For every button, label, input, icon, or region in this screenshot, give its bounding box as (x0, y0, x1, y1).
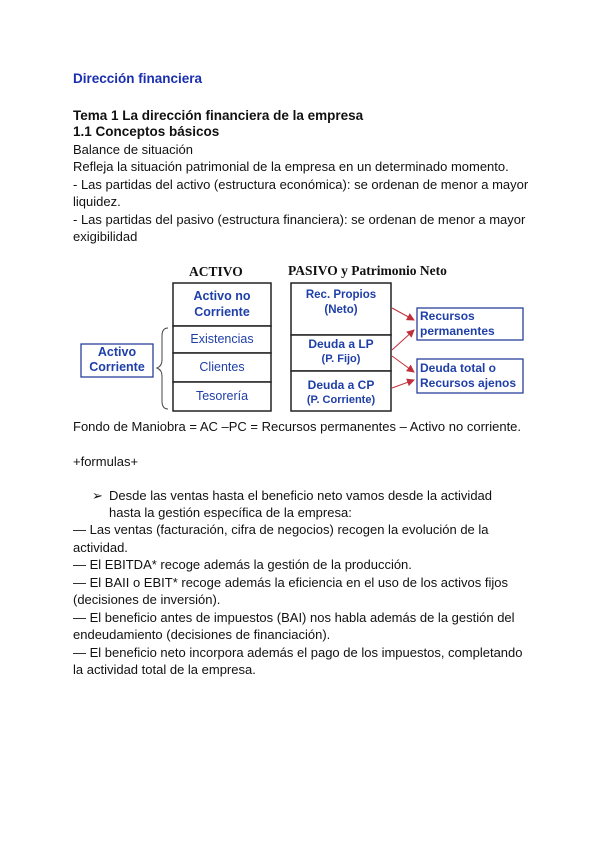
recursos-permanentes-line1: Recursos (420, 309, 475, 323)
bullet-item (92, 487, 512, 521)
line-beneficio-neto: — El beneficio neto incorpora además el pago de los impuestos, completando la actividad total de la empresa. (73, 644, 523, 677)
activo-no-corriente-line1: Activo no (193, 289, 251, 303)
deuda-total-box (420, 361, 524, 391)
recursos-permanentes-line2: permanentes (420, 324, 495, 338)
paragraph-pasivo: - Las partidas del pasivo (estructura financiera): se ordenan de menor a mayor exigibilidad (73, 212, 526, 244)
activo-corriente-line1: Activo (97, 345, 137, 359)
activo-corriente-line2: Corriente (89, 360, 145, 374)
deuda-cp-box (291, 378, 391, 408)
fondo-maniobra-formula: Fondo de Maniobra = AC –PC = Recursos permanentes – Activo no corriente. (73, 419, 522, 434)
deuda-lp-line2: (P. Fijo) (321, 353, 361, 365)
section-heading: 1.1 Conceptos básicos (73, 124, 220, 139)
arrow-bullet-icon: ➢ (92, 488, 103, 503)
formulas-tag: +formulas+ (73, 454, 139, 469)
deuda-total-line1: Deuda total o (420, 361, 497, 375)
tesoreria-box: Tesorería (195, 389, 249, 403)
activo-corriente-box (81, 345, 153, 375)
deuda-cp-line1: Deuda a CP (307, 378, 375, 392)
paragraph-activo: - Las partidas del activo (estructura económica): se ordenan de menor a mayor liquidez. (73, 177, 529, 209)
line-bai: — El beneficio antes de impuestos (BAI) nos habla además de la gestión del endeudamiento (decisiones de financiación). (73, 609, 515, 642)
pasivo-header: PASIVO y Patrimonio Neto (288, 263, 447, 278)
recursos-permanentes-box (420, 309, 524, 339)
rec-propios-line2: (Neto) (324, 304, 358, 316)
line-baii: — El BAII o EBIT* recoge además la eficiencia en el uso de los activos fijos (decisiones de inversión). (73, 574, 508, 607)
paragraph-refleja: Refleja la situación patrimonial de la empresa en un determinado momento. (73, 159, 509, 174)
document-title: Dirección financiera (73, 71, 203, 86)
activo-no-corriente-line2: Corriente (194, 305, 250, 319)
line-ebitda: — El EBITDA* recoge además la gestión de la producción. (73, 557, 412, 572)
existencias-box: Existencias (190, 332, 254, 346)
deuda-lp-box (291, 337, 391, 367)
bullet-text: Desde las ventas hasta el beneficio neto vamos desde la actividad hasta la gestión específica de la empresa: (109, 488, 493, 520)
rec-propios-box (291, 288, 391, 318)
profit-lines (73, 521, 533, 679)
rec-propios-line1: Rec. Propios (305, 289, 377, 301)
deuda-cp-line2: (P. Corriente) (306, 394, 376, 406)
line-ventas: — Las ventas (facturación, cifra de negocios) recogen la evolución de la actividad. (73, 522, 489, 555)
activo-header: ACTIVO (189, 264, 243, 279)
clientes-box: Clientes (199, 360, 245, 374)
balance-diagram (78, 258, 530, 416)
deuda-total-line2: Recursos ajenos (420, 376, 517, 390)
deuda-lp-line1: Deuda a LP (308, 337, 374, 351)
topic-heading: Tema 1 La dirección financiera de la empresa (73, 108, 364, 123)
paragraph-balance: Balance de situación (73, 142, 193, 157)
activo-no-corriente-box (173, 288, 271, 320)
